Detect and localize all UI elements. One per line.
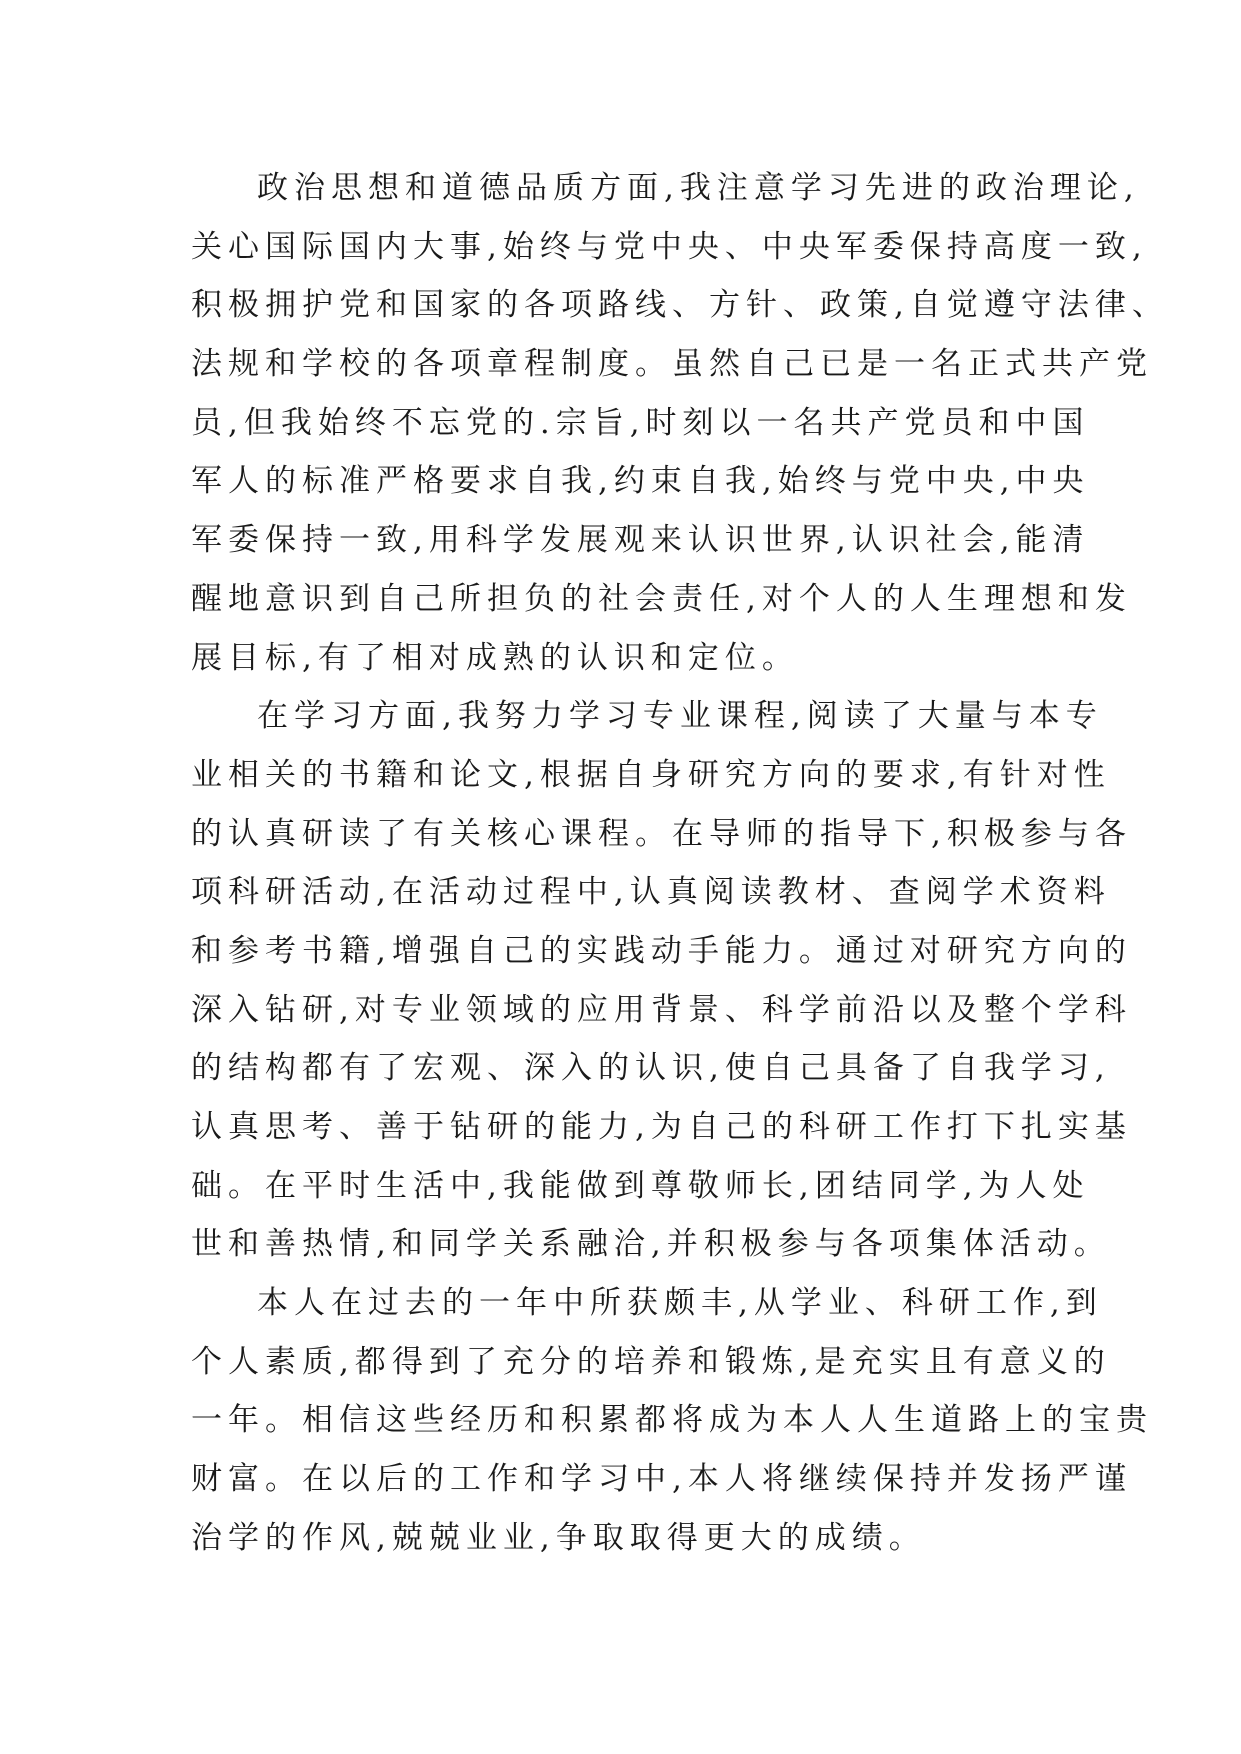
document-body	[191, 159, 1169, 1568]
paragraph-2-line-5: 和参考书籍,增强自己的实践动手能力。通过对研究方向的	[191, 932, 1132, 969]
paragraph-3-line-3: 一年。相信这些经历和积累都将成为本人人生道路上的宝贵	[191, 1402, 1153, 1439]
paragraph-2-line-9: 础。在平时生活中,我能做到尊敬师长,团结同学,为人处	[191, 1167, 1090, 1204]
paragraph-1-line-5: 员,但我始终不忘党的.宗旨,时刻以一名共产党员和中国	[191, 404, 1090, 441]
paragraph-2-line-8: 认真思考、善于钻研的能力,为自己的科研工作打下扎实基	[191, 1109, 1132, 1145]
paragraph-1-line-4: 法规和学校的各项章程制度。虽然自己已是一名正式共产党	[191, 346, 1153, 383]
paragraph-2-line-1: 在学习方面,我努力学习专业课程,阅读了大量与本专	[257, 698, 1103, 735]
paragraph-1-line-6: 军人的标准严格要求自我,约束自我,始终与党中央,中央	[191, 463, 1090, 500]
paragraph-3-line-1: 本人在过去的一年中所获颇丰,从学业、科研工作,到	[257, 1285, 1103, 1322]
paragraph-3-line-2: 个人素质,都得到了充分的培养和锻炼,是充实且有意义的	[191, 1343, 1111, 1380]
paragraph-2-line-3: 的认真研读了有关核心课程。在导师的指导下,积极参与各	[191, 815, 1132, 852]
paragraph-2-line-7: 的结构都有了宏观、深入的认识,使自己具备了自我学习,	[191, 1050, 1111, 1087]
paragraph-1-line-8: 醒地意识到自己所担负的社会责任,对个人的人生理想和发	[191, 580, 1132, 617]
paragraph-2-line-4: 项科研活动,在活动过程中,认真阅读教材、查阅学术资料	[191, 874, 1111, 911]
paragraph-2-line-6: 深入钻研,对专业领域的应用背景、科学前沿以及整个学科	[191, 991, 1132, 1028]
paragraph-1-line-9: 展目标,有了相对成熟的认识和定位。	[191, 639, 799, 676]
paragraph-1-line-1: 政治思想和道德品质方面,我注意学习先进的政治理论,	[257, 170, 1140, 206]
paragraph-1-line-7: 军委保持一致,用科学发展观来认识世界,认识社会,能清	[191, 522, 1090, 559]
paragraph-1-line-3: 积极拥护党和国家的各项路线、方针、政策,自觉遵守法律、	[191, 287, 1169, 324]
paragraph-2-line-10: 世和善热情,和同学关系融洽,并积极参与各项集体活动。	[191, 1226, 1111, 1263]
paragraph-3-line-5: 治学的作风,兢兢业业,争取取得更大的成绩。	[191, 1519, 926, 1556]
paragraph-3-line-4: 财富。在以后的工作和学习中,本人将继续保持并发扬严谨	[191, 1461, 1132, 1498]
paragraph-2-line-2: 业相关的书籍和论文,根据自身研究方向的要求,有针对性	[191, 756, 1111, 793]
paragraph-1-line-2: 关心国际国内大事,始终与党中央、中央军委保持高度一致,	[191, 228, 1148, 265]
